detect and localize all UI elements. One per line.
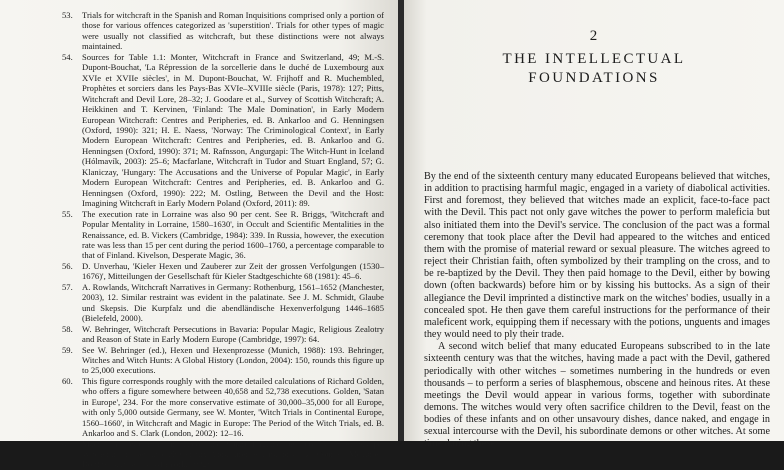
endnote (62, 282, 384, 324)
endnote (62, 324, 384, 345)
endnote-number: 59. (62, 344, 73, 355)
endnote (62, 261, 384, 282)
endnote (62, 10, 384, 52)
chapter-title-line: FOUNDATIONS (528, 70, 660, 86)
endnote-text: D. Unverhau, 'Kieler Hexen und Zauberer zur Zeit der grossen Verfolgungen (1530–1676)', Mitteilungen der Gesellschaft für Kieler Stadtgeschichte 68 (1981): 45–6. (82, 260, 384, 282)
endnote-text: A. Rowlands, Witchcraft Narratives in Germany: Rothenburg, 1561–1652 (Manchester, 2003), 12. Similar restraint was evident in the palatinate. See J. M. Schmidt, Glaube und Skepsis. Die Kurpfalz und die abendländische Hexenverfolgung 1446–1685 (Bielefeld, 2000). (82, 281, 384, 324)
endnote-text: W. Behringer, Witchcraft Persecutions in Bavaria: Popular Magic, Religious Zealotry and Reason of State in Early Modern Europe (Cambridge, 1997): 64. (82, 323, 384, 345)
endnote-number: 57. (62, 281, 73, 292)
body-paragraph: By the end of the sixteenth century many educated Europeans believed that witches, in addition to practising harmful magic, engaged in a variety of diabolical activities. First and foremost, they believed that witches made an explicit, face-to-face pact with the Devil. This pact not only gave witches the power to perform maleficia but also initiated them into the Devil's service. The conclusion of the pact was a formal ceremony that took place after the Devil had appeared to the witches and enticed them with the promise of material reward or sexual pleasure. The witches agreed to reject their Christian faith, often symbolized by their trampling on the cross, and to be re-baptized by the Devil. They then paid homage to the Devil, either by bowing down (often backwards) before him or by kissing his buttocks. As a sign of their allegiance the Devil imprinted a distinctive mark on the witches' bodies, usually in a concealed spot. He then gave them careful instructions for the performance of their maleficent work, equipping them if necessary with the potions, unguents and images they would need to ply their trade. (424, 171, 770, 341)
endnote-number: 60. (62, 375, 73, 386)
endnote-text: This figure corresponds roughly with the more detailed calculations of Richard Golden, who offers a figure somewhere between 40,658 and 52,738 executions. Golden, 'Satan in Europe', 234. For the more conservative estimate of 30,000–35,000 for all Europe, with only 5,000 outside Germany, see W. Monter, 'Witch Trials in Continental Europe, 1560–1660', in Witchcraft and Magic in Europe: The Period of the Witch Trials, ed. B. Ankarloo and S. Clark (London, 2002): 12–16. (82, 375, 384, 439)
endnote (62, 345, 384, 376)
endnote-text: Sources for Table 1.1: Monter, Witchcraft in France and Switzerland, 49; M.-S. Dupont-Bouchat, 'La Répression de la sorcellerie dans le duché de Luxembourg aux XVIe et XVIIe siècles', in M. Dupont-Bouchat, W. Frijhoff and R. Muchembled, Prophètes et sorciers dans les Pays-Bas XVIe–XVIIIe siècle (Paris, 1978): 127; Pitts, Witchcraft and Devil Lore, 28–32; J. Goodare et al., Survey of Scottish Witchcraft; A. Heikkinen and T. Kervinen, 'Finland: The Male Domination', in Early Modern European Witchcraft: Centres and Peripheries, ed. B. Ankarloo and G. Henningsen (Oxford, 1990): 321; H. E. Naess, 'Norway: The Criminological Context', in Early Modern European Witchcraft: Centres and Peripheries, ed. B. Ankarloo and G. Henningsen (Oxford, 1990): 371; M. Rafnsson, Angurgapi: The Witch-Hunt in Iceland (Hólmavík, 2003): 25–6; Macfarlane, Witchcraft in Tudor and Stuart England, 57; G. Klaniczay, 'Hungary: The Accusations and the Universe of Popular Magic', in Early Modern European Witchcraft: Centres and Peripheries, ed. B. Ankarloo and G. Henningsen (Oxford, 1990): 222; M. Ostling, Between the Devil and the Host: Imagining Witchcraft in Early Modern Poland (Oxford, 2011): 89. (82, 51, 384, 209)
endnote-number: 56. (62, 260, 73, 271)
endnote-text: The execution rate in Lorraine was also 90 per cent. See R. Briggs, 'Witchcraft and Popular Mentality in Lorraine, 1580–1630', in Occult and Scientific Mentalities in the Renaissance, ed. B. Vickers (Cambridge, 1984): 339. In Russia, however, the execution rate was less than 15 per cent during the period 1600–1760, a percentage comparable to that of Finland. Kivelson, Desperate Magic, 36. (82, 208, 384, 261)
chapter-title (404, 50, 784, 88)
body-paragraph: A second witch belief that many educated Europeans subscribed to in the late sixteenth century was that the witches, having made a pact with the Devil, gathered periodically with other witches – sometimes numbering in the hundreds or even thousands – to perform a series of blasphemous, obscene and heinous rites. At these meetings the Devil would appear in various forms, together with subordinate demons. The witches would very often sacrifice children to the Devil, feast on the bodies of these infants and on other unsavoury dishes, dance naked, and engage in sexual intercourse with the Devil, his subordinate demons or other witches. At some time during these (424, 341, 770, 450)
endnote-number: 54. (62, 51, 73, 62)
endnote-number: 53. (62, 10, 73, 20)
endnote (62, 376, 384, 439)
endnote (62, 439, 384, 470)
chapter-title-line: THE INTELLECTUAL (502, 51, 686, 67)
endnote-text: See W. Behringer (ed.), Hexen und Hexenprozesse (Munich, 1988): 193. Behringer, Witches and Witch Hunts: A Global History (London, 2004): 150, rounds this figure up to 25,000 executions. (82, 344, 384, 376)
chapter-number: 2 (589, 28, 599, 44)
endnote-number: 58. (62, 323, 73, 334)
endnote (62, 52, 384, 209)
chapter-body (424, 171, 770, 451)
endnote-text: Trials for witchcraft in the Spanish and Roman Inquisitions comprised only a portion of those for various offences categorized as 'superstition'. Trials for other types of magic were usually not classified as witchcraft, but these distinctions were not always maintained. (82, 10, 384, 52)
endnote-text: Macfarlane, Witchcraft in Tudor and Stuart England, 60, 66–75; J. A. Sharpe, Witchcraft in Seventeenth-Century Yorkshire: Accusations and Counter Measures, Borthwick Paper no. 81 (York, 1992). (82, 438, 384, 470)
endnote-number: 61. (62, 438, 73, 449)
right-page (404, 0, 784, 450)
endnote (62, 209, 384, 261)
endnote-number: 55. (62, 208, 73, 219)
endnotes (62, 10, 384, 470)
